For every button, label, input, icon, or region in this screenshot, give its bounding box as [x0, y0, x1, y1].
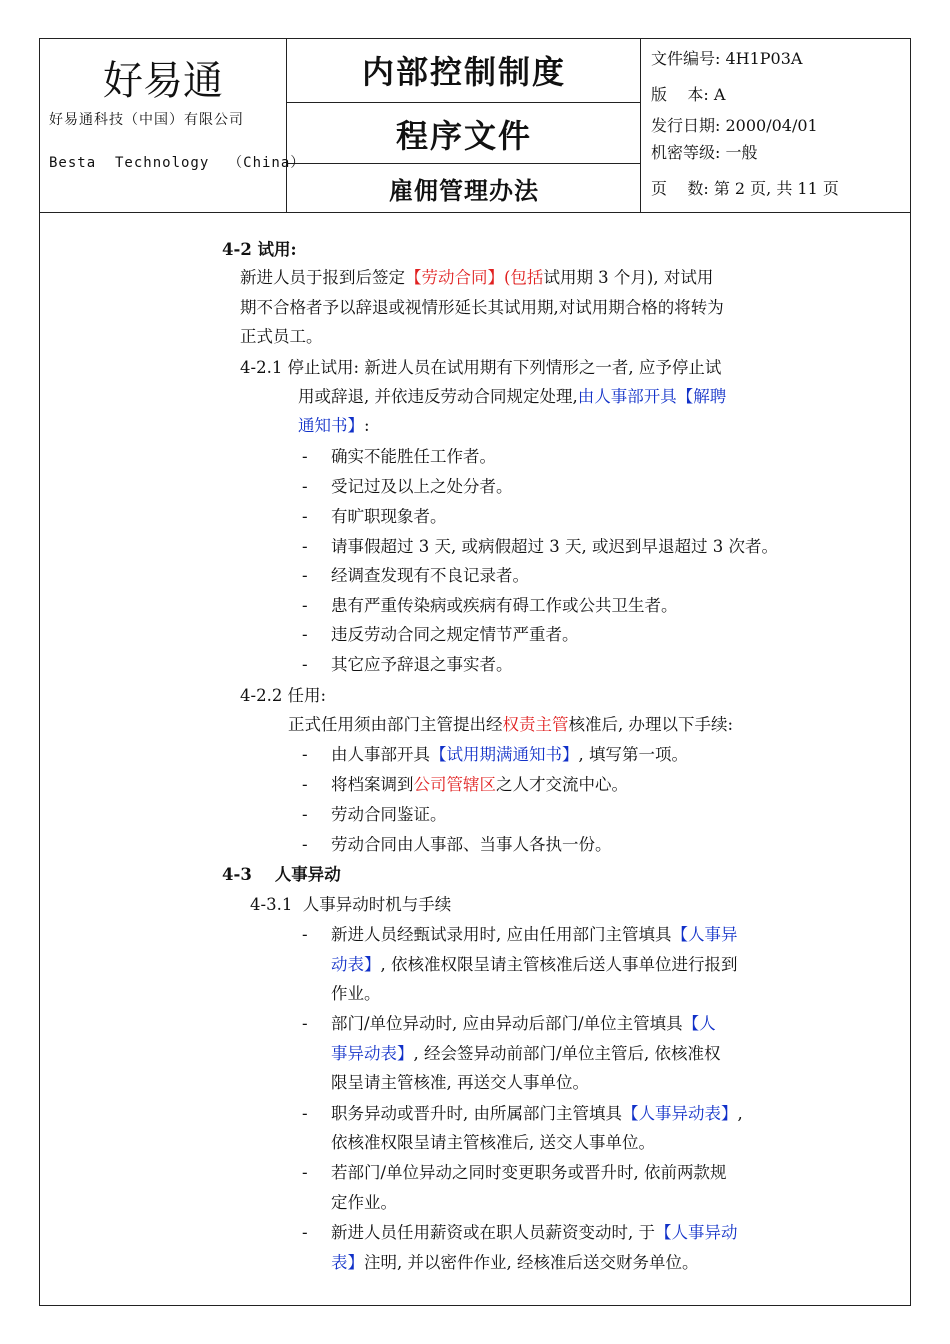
list-item: - 将档案调到公司管辖区之人才交流中心。: [302, 775, 628, 794]
paragraph-line: 事异动表】, 经会签异动前部门/单位主管后, 依核准权: [331, 1044, 721, 1063]
list-item: - 违反劳动合同之规定情节严重者。: [302, 625, 579, 644]
header-divider: [286, 163, 640, 164]
list-item: - 确实不能胜任工作者。: [302, 447, 496, 466]
doc-number: 文件编号: 4H1P03A: [651, 49, 803, 68]
list-item: - 其它应予辞退之事实者。: [302, 655, 513, 674]
list-item: - 经调查发现有不良记录者。: [302, 566, 529, 585]
list-item: - 新进人员经甄试录用时, 应由任用部门主管填具【人事异: [302, 925, 738, 944]
doc-version: 版 本: A: [651, 85, 726, 104]
paragraph-line: 定作业。: [331, 1193, 397, 1212]
list-item: - 部门/单位异动时, 应由异动后部门/单位主管填具【人: [302, 1014, 716, 1033]
list-item: - 职务异动或晋升时, 由所属部门主管填具【人事异动表】,: [302, 1104, 743, 1123]
subsection-line: 4-3.1 人事异动时机与手续: [250, 895, 452, 914]
paragraph-line: 通知书】:: [298, 416, 370, 435]
doc-type-title: 程序文件: [395, 117, 532, 155]
paragraph-line: 正式任用须由部门主管提出经权责主管核准后, 办理以下手续:: [288, 715, 734, 734]
section-heading: 4-2 试用:: [222, 240, 297, 259]
document-header: [39, 38, 911, 213]
list-item: - 劳动合同由人事部、当事人各执一份。: [302, 835, 612, 854]
paragraph-line: 作业。: [331, 984, 381, 1003]
list-item: - 请事假超过 3 天, 或病假超过 3 天, 或迟到早退超过 3 次者。: [302, 537, 778, 556]
list-item: - 新进人员任用薪资或在职人员薪资变动时, 于【人事异动: [302, 1223, 738, 1242]
list-item: - 由人事部开具【试用期满通知书】, 填写第一项。: [302, 745, 688, 764]
list-item: - 劳动合同鉴证。: [302, 805, 447, 824]
subsection-line: 4-2.1 停止试用: 新进人员在试用期有下列情形之一者, 应予停止试: [240, 358, 722, 377]
doc-subject-title: 雇佣管理办法: [389, 177, 539, 205]
subsection-line: 4-2.2 任用:: [240, 686, 327, 705]
paragraph-line: 表】注明, 并以密件作业, 经核准后送交财务单位。: [331, 1253, 699, 1272]
paragraph-line: 期不合格者予以辞退或视情形延长其试用期,对试用期合格的将转为: [240, 298, 724, 317]
doc-category-title: 内部控制制度: [361, 53, 566, 91]
paragraph-line: 动表】, 依核准权限呈请主管核准后送人事单位进行报到: [331, 955, 738, 974]
paragraph-line: 正式员工。: [240, 327, 323, 346]
section-heading: 4-3 人事异动: [222, 865, 341, 884]
company-name-en: Besta Technology （China）: [49, 155, 306, 171]
list-item: - 患有严重传染病或疾病有碍工作或公共卫生者。: [302, 596, 678, 615]
paragraph-line: 用或辞退, 并依违反劳动合同规定处理,由人事部开具【解聘: [298, 387, 727, 406]
paragraph-line: 新进人员于报到后签定【劳动合同】(包括试用期 3 个月), 对试用: [240, 268, 714, 287]
secrecy-level: 机密等级: 一般: [651, 143, 758, 162]
list-item: - 有旷职现象者。: [302, 507, 447, 526]
company-logo-text: 好易通: [103, 58, 223, 104]
header-divider: [286, 102, 640, 103]
paragraph-line: 限呈请主管核准, 再送交人事单位。: [331, 1073, 589, 1092]
page-count: 页 数: 第 2 页, 共 11 页: [651, 179, 839, 198]
company-name-cn: 好易通科技（中国）有限公司: [49, 112, 244, 128]
paragraph-line: 依核准权限呈请主管核准后, 送交人事单位。: [331, 1133, 655, 1152]
list-item: - 受记过及以上之处分者。: [302, 477, 513, 496]
list-item: - 若部门/单位异动之同时变更职务或晋升时, 依前两款规: [302, 1163, 727, 1182]
issue-date: 发行日期: 2000/04/01: [651, 116, 818, 135]
